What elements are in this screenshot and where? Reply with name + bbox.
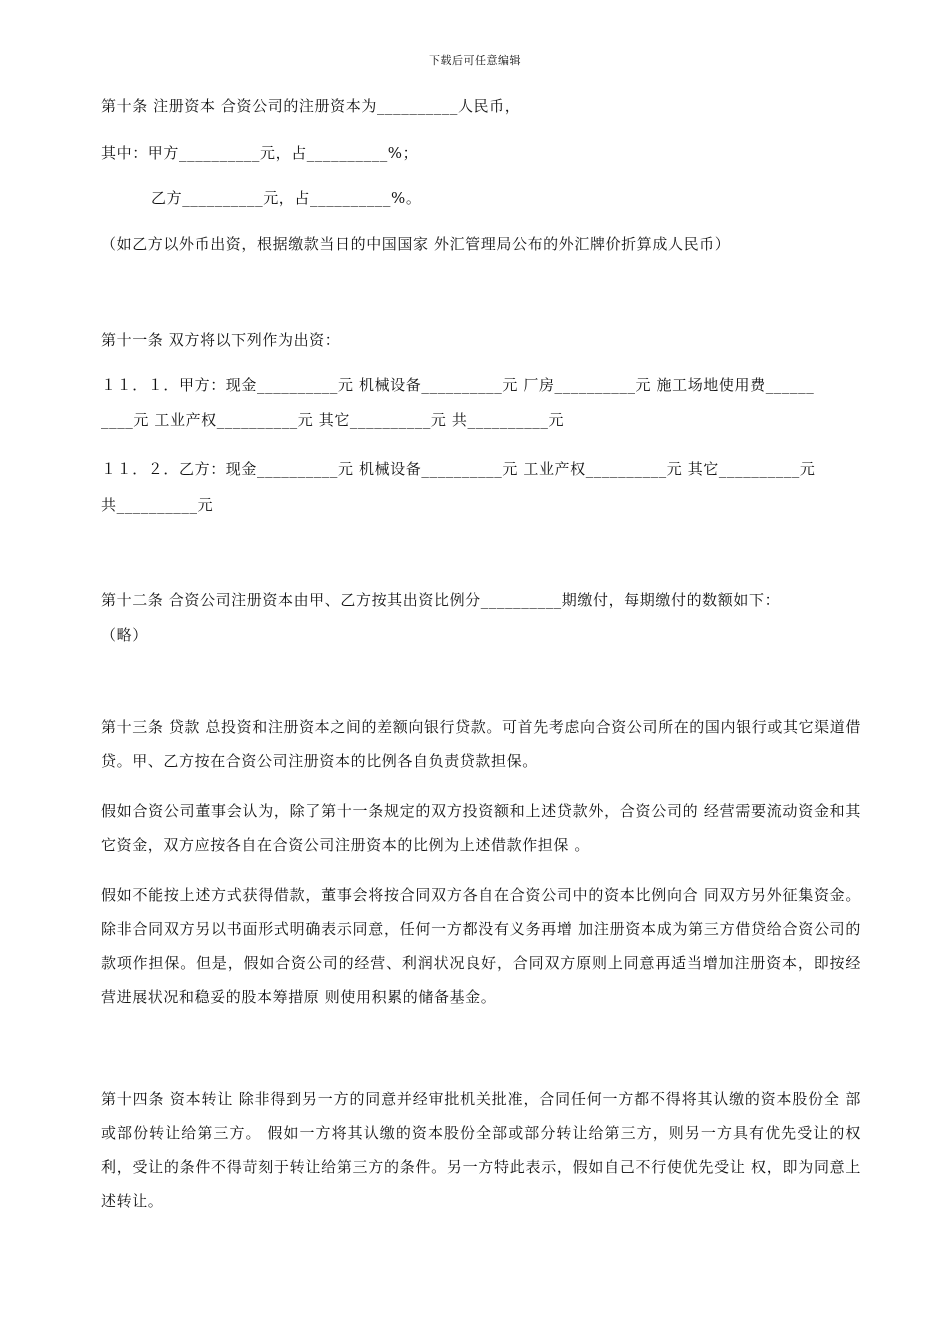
article-10-line-3: 乙方__________元，占__________%。 — [151, 189, 422, 207]
article-14-paragraph-1: 第十四条 资本转让 除非得到另一方的同意并经审批机关批准，合同任何一方都不得将其认缴的资本股份全 部或部份转让给第三方。 假如一方将其认缴的资本股份全部或部分转让给第三方，则另一方具有优先受让的权利，受让的条件不得苛刻于转让给第三方的条件。另一方特此表示，假如自己不行使优先受让 权，即为同意上述转让。 — [101, 1090, 861, 1210]
article-11-item-2-line-2: 共__________元 — [101, 496, 214, 514]
article-11-item-1-line-2: ____元 工业产权__________元 其它__________元 共__________元 — [101, 411, 565, 429]
article-12-line-1: 第十二条 合资公司注册资本由甲、乙方按其出资比例分__________期缴付，每期缴付的数额如下： — [101, 591, 781, 609]
article-11-item-2-line-1: １１．２．乙方：现金__________元 机械设备__________元 工业产权__________元 其它__________元 — [101, 460, 816, 478]
article-13-paragraph-1: 第十三条 贷款 总投资和注册资本之间的差额向银行贷款。可首先考虑向合资公司所在的国内银行或其它渠道借贷。甲、乙方按在合资公司注册资本的比例各自负责贷款担保。 — [101, 718, 861, 770]
article-10-line-4: （如乙方以外币出资，根据缴款当日的中国国家 外汇管理局公布的外汇牌价折算成人民币） — [101, 235, 731, 253]
article-10-line-2: 其中：甲方__________元，占__________%； — [101, 144, 419, 162]
article-11-item-1-line-1: １１．１．甲方：现金__________元 机械设备__________元 厂房__________元 施工场地使用费______ — [101, 376, 815, 394]
article-13-paragraph-3: 假如不能按上述方式获得借款，董事会将按合同双方各自在合资公司中的资本比例向合 同双方另外征集资金。除非合同双方另以书面形式明确表示同意，任何一方都没有义务再增 加注册资本成为第三方借贷给合资公司的款项作担保。但是，假如合资公司的经营、利润状况良好，合同双方原则上同意再适当增加注册资本，即按经营进展状况和稳妥的股本筹措原 则使用积累的储备基金。 — [101, 886, 861, 1006]
article-13-paragraph-2: 假如合资公司董事会认为，除了第十一条规定的双方投资额和上述贷款外，合资公司的 经营需要流动资金和其它资金，双方应按各自在合资公司注册资本的比例为上述借款作担保 。 — [101, 802, 861, 854]
page-header: 下载后可任意编辑 — [429, 54, 521, 67]
article-10-line-1: 第十条 注册资本 合资公司的注册资本为__________人民币， — [101, 97, 521, 115]
article-12-line-2: （略） — [101, 626, 148, 644]
article-11-title: 第十一条 双方将以下列作为出资： — [101, 331, 341, 349]
